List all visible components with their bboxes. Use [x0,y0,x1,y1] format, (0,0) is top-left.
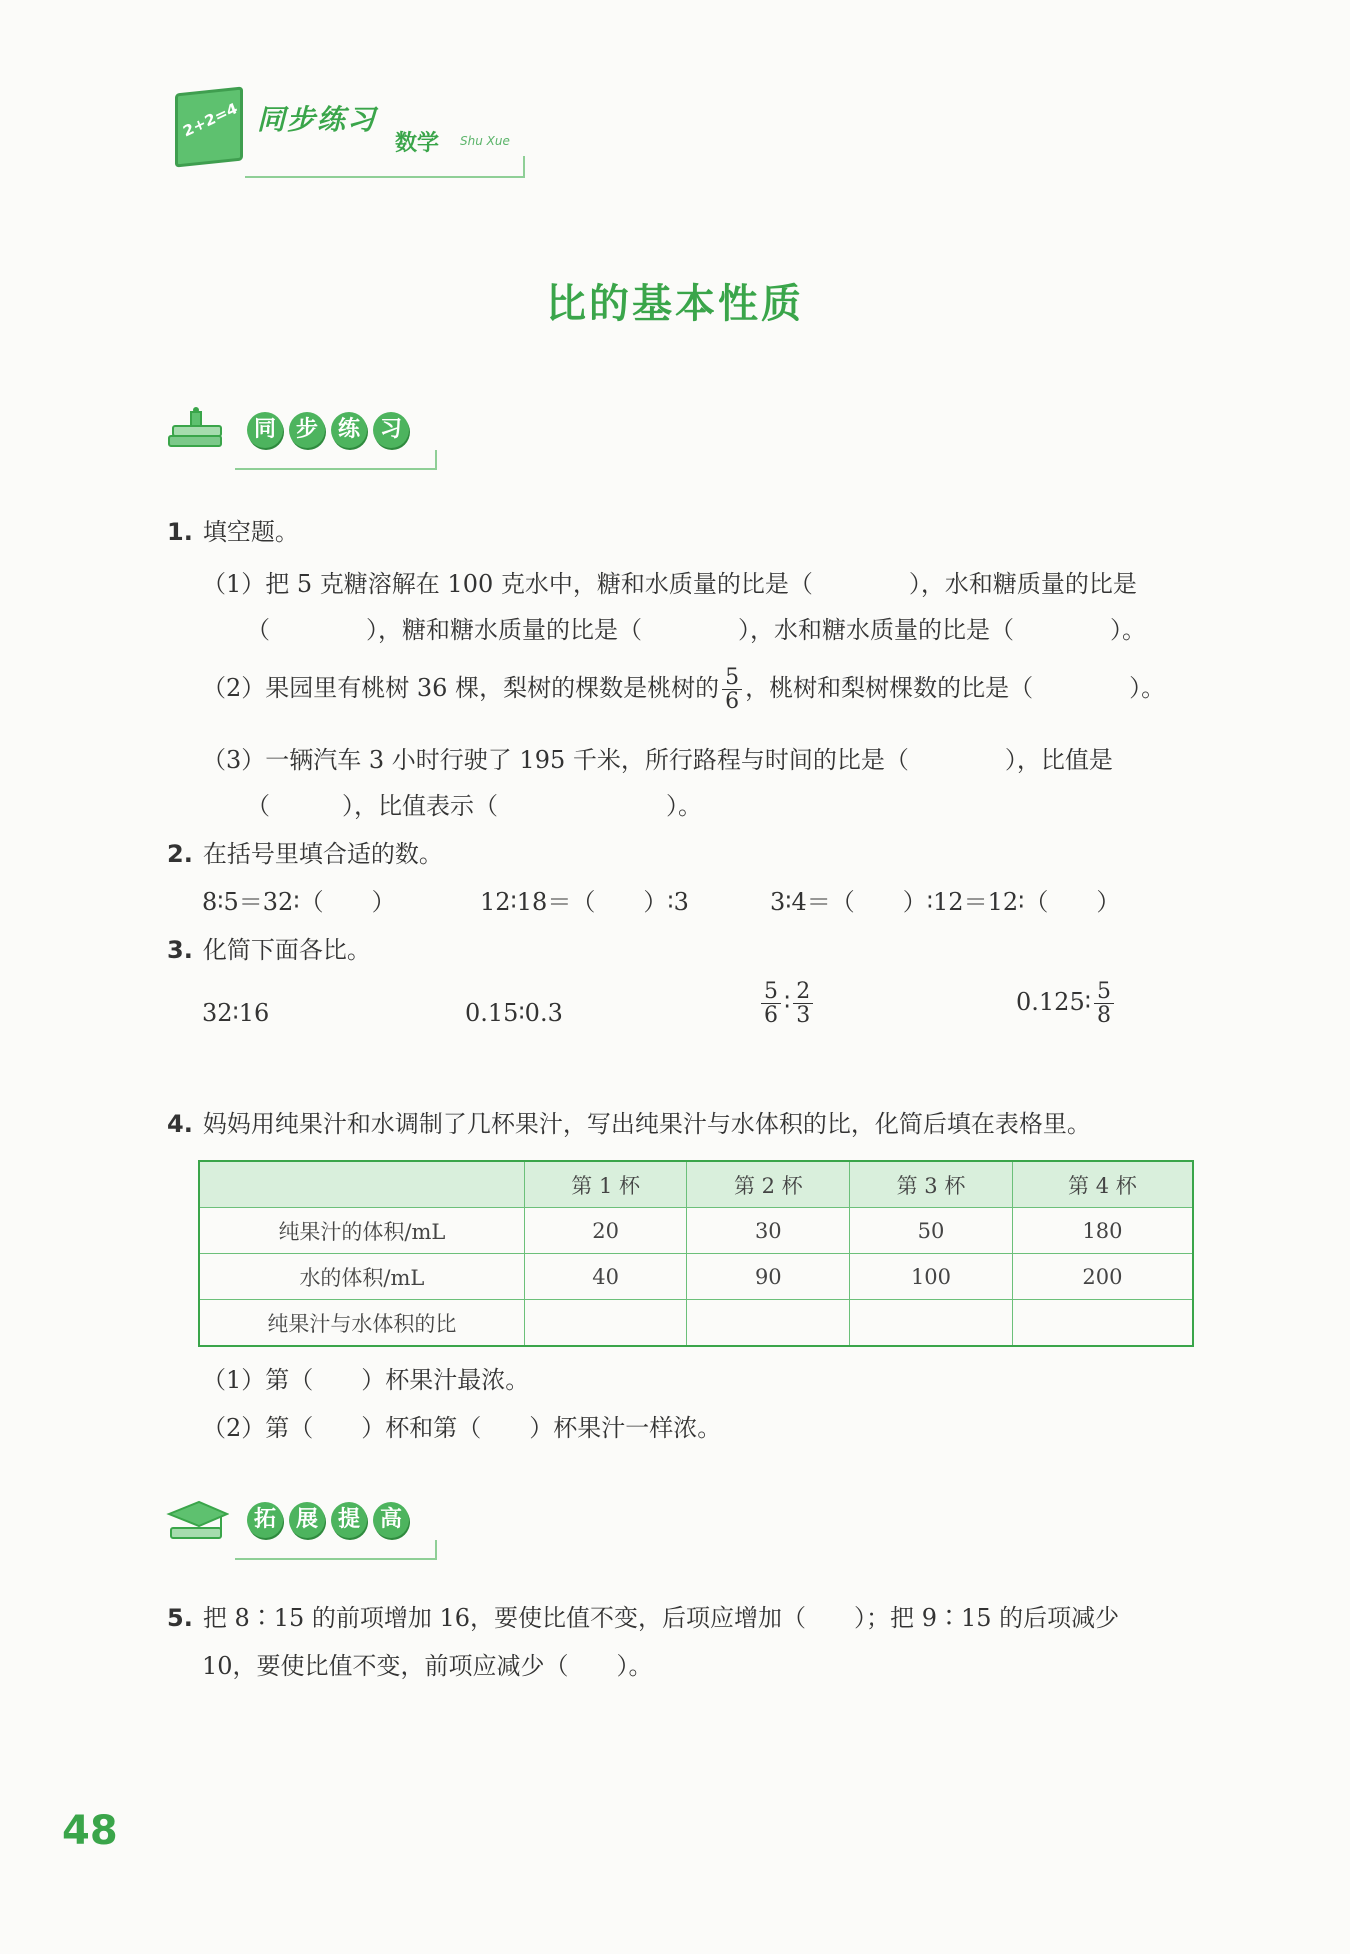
q2-item-1: 8∶5＝32∶（ ） [202,888,396,916]
q4-sub-2: （2）第（ ）杯和第（ ）杯果汁一样浓。 [202,1414,722,1442]
table-header-cell: 第 1 杯 [524,1161,687,1208]
board-text: 2+2=4 [180,99,240,141]
q1-part1-line1: （1）把 5 克糖溶解在 100 克水中，糖和水质量的比是（ ），水和糖质量的比是 [202,570,1137,598]
header-title: 同步练习 [257,103,378,136]
table-cell: 纯果汁的体积/mL [199,1208,524,1254]
section-char: 习 [373,412,409,448]
header-subject: 数学 [395,131,440,156]
q4-sub-1: （1）第（ ）杯果汁最浓。 [202,1366,530,1394]
fraction: $\frac{2}{3}$ [793,980,813,1027]
question-4 [167,1108,1091,1142]
q3-item-4 [1016,980,1117,1027]
section-char: 练 [331,412,367,448]
section-underline [235,1540,437,1560]
q3-item-1: 32∶16 [202,999,270,1027]
q1-part3-line1: （3）一辆汽车 3 小时行驶了 195 千米，所行路程与时间的比是（ ），比值是 [202,746,1113,774]
section-char: 同 [247,412,283,448]
header-logo [165,90,525,162]
question-5 [167,1602,1119,1636]
section-underline [235,450,437,470]
table-row [199,1300,1193,1347]
fraction: $\frac{5}{6}$ [722,666,742,713]
page-number: 48 [62,1808,118,1854]
question-number: 2. [167,840,193,868]
answer-cell[interactable] [524,1300,687,1347]
section-char: 步 [289,412,325,448]
q1-part1-line2: （ ），糖和糖水质量的比是（ ），水和糖水质量的比是（ ）。 [246,616,1146,644]
question-text: 化简下面各比。 [202,936,371,964]
table-cell: 50 [850,1208,1013,1254]
question-number: 3. [167,936,193,964]
section-char: 提 [331,1502,367,1538]
question-text: 在括号里填合适的数。 [202,840,443,868]
table-header-cell: 第 3 杯 [850,1161,1013,1208]
table-cell: 200 [1012,1254,1193,1300]
table-row [199,1208,1193,1254]
table-cell: 20 [524,1208,687,1254]
q1-part2-after: ，桃树和梨树棵数的比是（ ）。 [745,674,1166,703]
q2-item-3: 3∶4＝（ ）∶12＝12∶（ ） [770,888,1121,916]
question-3 [167,934,371,968]
question-1 [167,516,299,550]
table-cell: 100 [850,1254,1013,1300]
question-number: 1. [167,518,193,546]
books-icon [165,406,229,458]
q2-item-2: 12∶18＝（ ）∶3 [480,888,689,916]
q3-item-3 [758,980,816,1027]
table-cell: 水的体积/mL [199,1254,524,1300]
table-cell: 90 [687,1254,850,1300]
chalkboard-icon [175,86,243,167]
question-text: 填空题。 [202,518,299,546]
q1-part3-line2: （ ），比值表示（ ）。 [246,792,702,820]
q1-part2 [202,666,1165,713]
table-cell: 40 [524,1254,687,1300]
answer-cell[interactable] [687,1300,850,1347]
section-char: 高 [373,1502,409,1538]
page-title: 比的基本性质 [546,280,804,327]
section-char: 展 [289,1502,325,1538]
question-text: 妈妈用纯果汁和水调制了几杯果汁，写出纯果汁与水体积的比，化简后填在表格里。 [202,1110,1091,1138]
header-underline [245,156,525,178]
q3-item-2: 0.15∶0.3 [465,999,563,1027]
table-header-cell [199,1161,524,1208]
table-cell: 30 [687,1208,850,1254]
header-pinyin: Shu Xue [460,134,510,148]
q1-part2-before: （2）果园里有桃树 36 棵，梨树的棵数是桃树的 [202,674,720,703]
question-number: 4. [167,1110,193,1138]
fraction: $\frac{5}{8}$ [1094,980,1114,1027]
q3-item-4-prefix: 0.125∶ [1016,988,1091,1017]
question-text-line2: 10，要使比值不变，前项应减少（ ）。 [202,1652,653,1680]
section-banner-sync-practice [165,398,445,470]
ratio-sign: ∶ [784,988,791,1017]
table-row [199,1254,1193,1300]
juice-table [198,1160,1194,1347]
fraction: $\frac{5}{6}$ [761,980,781,1027]
answer-cell[interactable] [850,1300,1013,1347]
table-header-cell: 第 4 杯 [1012,1161,1193,1208]
section-banner-extension [165,1488,445,1560]
question-text-line1: 把 8∶15 的前项增加 16，要使比值不变，后项应增加（ ）；把 9∶15 的后项减少 [202,1604,1120,1632]
table-header-cell: 第 2 杯 [687,1161,850,1208]
table-header-row [199,1161,1193,1208]
question-2 [167,838,443,872]
table-cell: 180 [1012,1208,1193,1254]
section-char: 拓 [247,1502,283,1538]
answer-cell[interactable] [1012,1300,1193,1347]
table-cell: 纯果汁与水体积的比 [199,1300,524,1347]
graduation-cap-icon [165,1496,229,1548]
question-number: 5. [167,1604,193,1632]
